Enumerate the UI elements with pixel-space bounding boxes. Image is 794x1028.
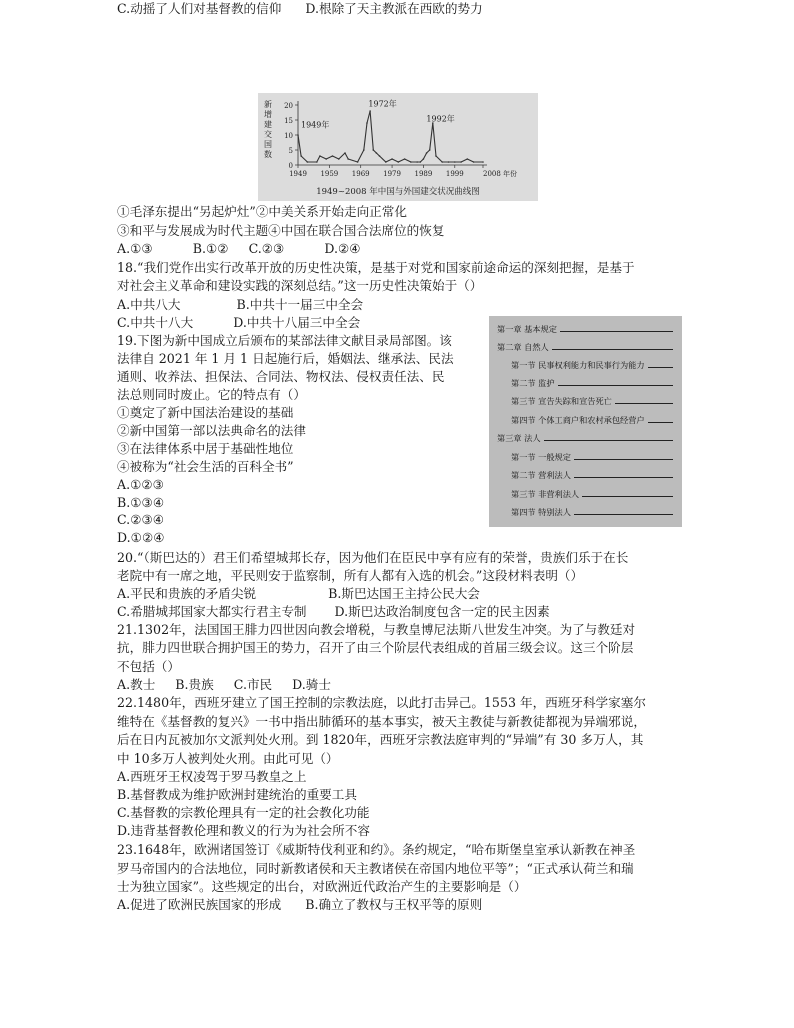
chart-annotation: 1972年 [368,99,397,109]
text-line-content: C.②③④ [117,512,165,527]
y-axis-label-char: 增 [264,110,272,119]
text-line [117,529,165,546]
text-line [117,0,483,17]
text-line-content: A.①②③ [117,477,164,492]
text-line-content: 士为独立国家”。这些规定的出台，对欧洲近代政治产生的主要影响是（） [117,879,527,894]
toc-leader-line [558,378,673,386]
toc-row [511,450,674,464]
toc-row [511,376,674,390]
text-line [117,896,482,913]
data-point [297,134,299,136]
text-line [117,658,180,675]
text-line [117,203,407,220]
text-line-content: ④被称为“社会生活的百科全书” [117,459,294,474]
data-point [460,161,462,163]
text-line [117,350,454,367]
text-line [117,404,293,421]
toc-row [497,322,674,336]
text-line [117,786,357,803]
text-line-content: B.基督教成为维护欧洲封建统治的重要工具 [117,787,357,802]
data-point [307,161,309,163]
toc-row-text: 第三节 宣告失踪和宣告死亡 [511,396,612,406]
text-line-content: B.①③④ [117,495,165,510]
data-point [423,158,425,160]
toc-leader-line [582,489,673,497]
toc-row [497,431,674,445]
text-line [117,222,444,239]
data-point [366,122,368,124]
text-line [117,567,583,584]
data-point [347,158,349,160]
text-line-content: ①奠定了新中国法治建设的基础 [117,405,294,420]
series-line [298,111,483,162]
chart-caption: 1949~2008 年中国与外国建交状况曲线图 [316,187,480,197]
toc-row-text: 第二节 监护 [511,378,555,388]
text-line [117,841,635,858]
toc-row [511,468,674,482]
data-point [319,155,321,157]
data-point [419,161,421,163]
data-point [454,161,456,163]
toc-row-text: 第三节 非营利法人 [511,489,580,499]
toc-row-text: 第四节 个体工商户和农村承包经营户 [511,415,645,425]
data-point [410,161,412,163]
text-line-content: 老院中有一席之地，平民则安于监察制，所有人都有入选的机会。”这段材料表明（） [117,568,584,583]
text-line-content: 通则、收养法、担保法、合同法、物权法、侵权责任法、民 [117,369,445,384]
toc-row-text: 第一章 基本规定 [497,324,557,334]
y-axis-label-char: 数 [264,150,272,159]
toc-leader-line [574,470,673,478]
text-line-content: 23.1648年，欧洲诸国签订《威斯特伐利亚和约》。条约规定，“哈布斯堡皇室承认新教在神圣 [117,842,636,857]
toc-row-text: 第三章 法人 [497,433,541,443]
toc-row-text: 第一节 一般规定 [511,452,571,462]
data-point [429,149,431,151]
y-axis-label-char: 新 [264,100,272,109]
text-line [117,422,306,439]
text-line [117,277,482,294]
data-point [338,158,340,160]
text-line [117,585,480,602]
y-tick-label: 10 [284,132,293,140]
text-line-content: A.促进了欧洲民族国家的形成 B.确立了教权与王权平等的原则 [117,897,483,912]
toc-row [511,358,674,372]
text-line-content: 法总则同时废止。它的特点有（） [117,387,306,402]
data-point [344,152,346,154]
toc-row [497,340,674,354]
x-tick-label: 1999 [445,170,464,178]
text-line-content: 维特在《基督教的复兴》一书中指出肺循环的基本事实，被天主教徒与新教徒都视为异端邪说， [117,714,646,729]
data-point [316,161,318,163]
data-point [398,161,400,163]
text-line [117,804,369,821]
toc-leader-line [574,507,673,515]
data-point [332,155,334,157]
data-point [372,149,374,151]
toc-row [511,413,674,427]
text-line-content: 19.下图为新中国成立后颁布的某部法律文献目录局部图。该 [117,333,452,348]
data-point [376,152,378,154]
toc-leader-line [574,452,673,460]
toc-leader-line [648,415,673,423]
data-point [467,158,469,160]
text-line-content: ②新中国第一部以法典命名的法律 [117,423,306,438]
text-line [117,296,363,313]
data-point [473,161,475,163]
x-tick-label: 1959 [320,170,339,178]
data-point [385,161,387,163]
text-line-content: 22.1480年，西班牙建立了国王控制的宗教法庭，以此打击异己。1553 年，西班牙科学家塞尔 [117,695,646,710]
x-tick-label: 1949 [289,170,307,178]
text-line [117,368,444,385]
data-point [369,110,371,112]
text-line-content: ③在法律体系中居于基础性地位 [117,441,294,456]
text-line-content: D.违背基督教伦理和教义的行为为社会所不容 [117,823,370,838]
text-line [117,603,550,620]
text-line [117,314,360,331]
y-axis-label-char: 建 [264,120,272,129]
toc-row [511,394,674,408]
text-line-content: A.①③ B.①② C.②③ D.②④ [117,241,361,256]
x-tick-label: 2008 年份 [483,170,518,178]
y-tick-label: 0 [288,162,293,170]
text-line [117,259,635,276]
text-line [117,731,643,748]
data-point [379,155,381,157]
data-point [435,155,437,157]
y-axis-label-char: 交 [264,130,272,139]
text-line [117,511,164,528]
text-line [117,676,331,693]
text-line [117,860,634,877]
text-line [117,494,164,511]
toc-row-text: 第四节 特别法人 [511,507,571,517]
y-tick-label: 20 [284,102,293,110]
text-line [117,549,628,566]
diplomatic-relations-chart [258,93,538,201]
y-tick-label: 5 [288,147,293,155]
toc-row [511,505,674,519]
x-tick-label: 1989 [414,170,433,178]
toc-row [511,487,674,501]
data-point [416,161,418,163]
text-line [117,822,370,839]
text-line-content: C.中共十八大 D.中共十八届三中全会 [117,315,361,330]
text-line [117,713,646,730]
toc-leader-line [648,360,673,368]
toc-leader-line [560,324,673,332]
text-line-content: ①毛泽东提出“另起炉灶”②中美关系开始走向正常化 [117,204,407,219]
data-point [363,149,365,151]
text-line-content: C.希腊城邦国家大都实行君主专制 D.斯巴达政治制度包含一定的民主因素 [117,604,550,619]
text-line-content: 罗马帝国内的合法地位，同时新教诸侯和天主教诸侯在帝国内地位平等”；“正式承认荷兰和瑞 [117,861,634,876]
text-line-content: 20.“（斯巴达的）君王们希望城邦长存，因为他们在臣民中享有应有的荣誉，贵族们乐于在长 [117,550,629,565]
text-line-content: D.①②④ [117,530,165,545]
data-point [426,152,428,154]
chart-svg [258,93,538,201]
text-line [117,750,339,767]
text-line-content: C.基督教的宗教伦理具有一定的社会教化功能 [117,805,370,820]
text-line-content: 18.“我们党作出实行改革开放的历史性决策，是基于对党和国家前途命运的深刻把握，是基于 [117,260,635,275]
text-line-content: 对社会主义革命和建设实践的深刻总结。”这一历史性决策始于（） [117,278,483,293]
data-point [404,158,406,160]
text-line [117,386,306,403]
y-axis-label-char: 国 [264,140,272,149]
toc-leader-line [544,433,673,441]
text-line [117,694,646,711]
text-line [117,332,452,349]
text-line [117,240,361,257]
chart-annotation: 1992年 [426,114,455,124]
text-line-content: 21.1302年，法国国王腓力四世因向教会增税，与教皇博尼法斯八世发生冲突。为了与教廷对 [117,622,636,637]
text-line-content: 中 10多万人被判处火刑。由此可见（） [117,751,339,766]
text-line-content: 抗，腓力四世联合拥护国王的势力，召开了由三个阶层代表组成的首届三级会议。这三个阶层 [117,640,634,655]
data-point [448,161,450,163]
text-line-content: ③和平与发展成为时代主题④中国在联合国合法席位的恢复 [117,223,445,238]
text-line-content: A.中共八大 B.中共十一届三中全会 [117,297,364,312]
data-point [482,161,484,163]
text-line-content: A.教士 B.贵族 C.市民 D.骑士 [117,677,331,692]
text-line-content: A.平民和贵族的矛盾尖锐 B.斯巴达国王主持公民大会 [117,586,480,601]
text-line [117,621,635,638]
text-line-content: 后在日内瓦被加尔文派判处火刑。到 1820年，西班牙宗教法庭审判的“异端”有 30 多万人，其 [117,732,644,747]
data-point [357,161,359,163]
data-point [325,158,327,160]
y-tick-label: 15 [284,117,293,125]
text-line [117,639,633,656]
x-tick-label: 1969 [351,170,370,178]
text-line-content: 不包括（） [117,659,180,674]
data-point [391,158,393,160]
text-line [117,440,293,457]
text-line [117,458,294,475]
toc-row-text: 第一节 民事权利能力和民事行为能力 [511,360,645,370]
x-tick-label: 1979 [383,170,401,178]
text-line [117,768,306,785]
toc-row-text: 第二节 营利法人 [511,470,571,480]
toc-leader-line [615,396,673,404]
data-point [441,161,443,163]
chart-annotation: 1949年 [301,120,330,130]
toc-leader-line [552,342,673,350]
text-line [117,878,526,895]
toc-row-text: 第二章 自然人 [497,342,549,352]
text-line-content: A.西班牙王权凌驾于罗马教皇之上 [117,769,307,784]
text-line-content: C.动摇了人们对基督教的信仰 D.根除了天主教派在西欧的势力 [117,1,483,16]
text-line-content: 法律自 2021 年 1 月 1 日起施行后，婚姻法、继承法、民法 [117,351,454,366]
civil-code-contents-photo [489,316,682,527]
data-point [300,155,302,157]
text-line [117,476,164,493]
